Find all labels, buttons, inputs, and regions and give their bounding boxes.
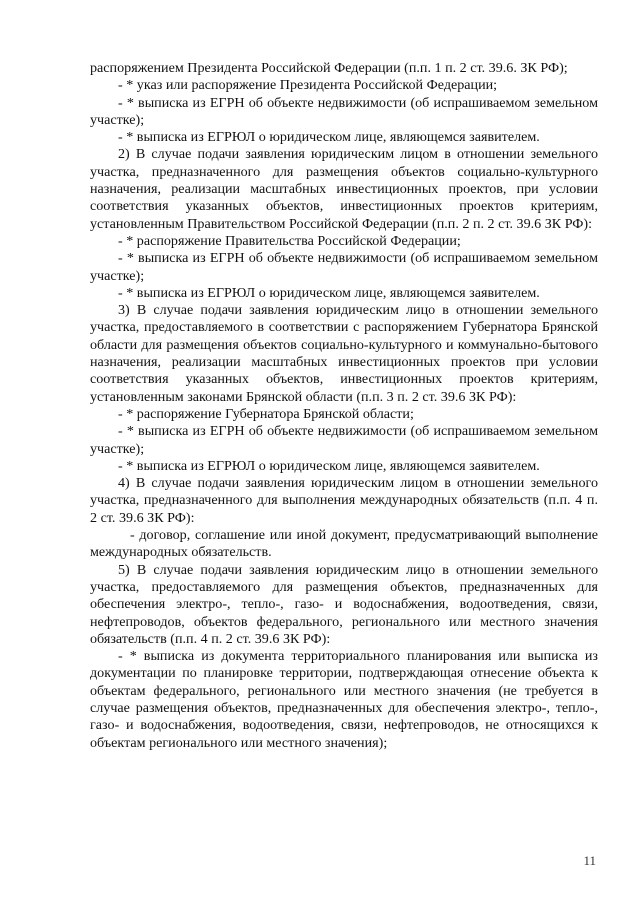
paragraph-continuation: распоряжением Президента Российской Федерации (п.п. 1 п. 2 ст. 39.6. ЗК РФ); [90,60,568,76]
numbered-paragraph-2: 2) В случае подачи заявления юридическим лицом в отношении земельного участка, предназначенного для размещения объектов социально-культурного назначения, реализации масштабных инвестиционных проектов, при условии соответствия указанных объектов, инвестиционных проектов критериям, установленным Правительством Российской Федерации (п.п. 2 п. 2 ст. 39.6 ЗК РФ): [90,146,598,232]
numbered-paragraph-5: 5) В случае подачи заявления юридическим лицо в отношении земельного участка, предоставляемого для размещения объектов, предназначенных для обеспечения электро-, тепло-, газо- и водоснабжения, водоотведения, связи, нефтепроводов, объектов федерального, регионального или местного значения обязательств (п.п. 4 п. 2 ст. 39.6 ЗК РФ): [90,561,598,647]
list-item: - * распоряжение Губернатора Брянской области; [118,405,414,422]
list-item: - договор, соглашение или иной документ, предусматривающий выполнение международных обязательств. [90,527,598,561]
numbered-paragraph-4: 4) В случае подачи заявления юридическим лицом в отношении земельного участка, предназначенного для выполнения международных обязательств (п.п. 4 п. 2 ст. 39.6 ЗК РФ): [90,475,598,526]
list-item: - * выписка из ЕГРЮЛ о юридическом лице, являющемся заявителем. [118,284,540,301]
list-item: - * выписка из ЕГРН об объекте недвижимости (об испрашиваемом земельном участке); [90,94,598,128]
list-item: - * выписка из ЕГРН об объекте недвижимости (об испрашиваемом земельном участке); [90,250,598,284]
page-number: 11 [583,853,596,868]
list-item: - * выписка из ЕГРЮЛ о юридическом лице, являющемся заявителем. [118,129,540,146]
document-page [90,60,598,752]
list-item: - * выписка из документа территориального планирования или выписка из документации по планировке территории, подтверждающая отнесение объекта к объектам федерального, регионального или местного значения (не требуется в случае размещения объектов, предназначенных для обеспечения электро-, тепло-, газо- и водоснабжения, водоотведения, связи, нефтепроводов, не относящихся к объектам регионального или местного значения); [90,648,598,751]
list-item: - * выписка из ЕГРЮЛ о юридическом лице, являющемся заявителем. [118,457,540,474]
list-item: - * выписка из ЕГРН об объекте недвижимости (об испрашиваемом земельном участке); [90,423,598,457]
list-item: - * распоряжение Правительства Российской Федерации; [118,232,461,249]
list-item: - * указ или распоряжение Президента Российской Федерации; [118,77,498,94]
numbered-paragraph-3: 3) В случае подачи заявления юридическим лицо в отношении земельного участка, предоставляемого в соответствии с распоряжением Губернатора Брянской области для размещения объектов социально-культурного и коммунально-бытового назначения, реализации масштабных инвестиционных проектов при условии соответствия указанных объектов, инвестиционных проектов критериям, установленным законами Брянской области (п.п. 3 п. 2 ст. 39.6 ЗК РФ): [90,302,598,405]
